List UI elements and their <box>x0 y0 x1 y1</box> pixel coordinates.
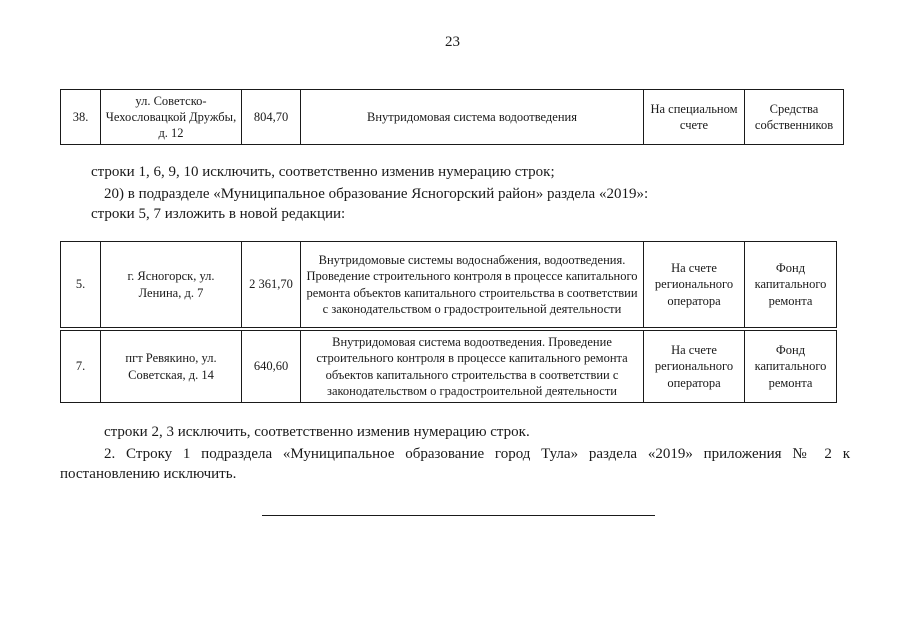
row-work-description: Внутридомовая система водоотведения <box>301 90 644 145</box>
row-number: 5. <box>61 242 101 328</box>
row-funding-source: Фонд капитального ремонта <box>745 331 837 403</box>
row-work-description: Внутридомовые системы водоснабжения, водоотведения. Проведение строительного контроля в процессе капитального ремонта объектов капитального строительства в соответствии с законодательством о градостроительной деятельности <box>301 242 644 328</box>
row-address: г. Ясногорск, ул. Ленина, д. 7 <box>101 242 242 328</box>
row-account: На счете регионального оператора <box>644 242 745 328</box>
table-row-38 <box>60 89 844 145</box>
row-work-description: Внутридомовая система водоотведения. Проведение строительного контроля в процессе капитального ремонта объектов капитального строительства в соответствии с законодательством о градостроительной деятельности <box>301 331 644 403</box>
page-number: 23 <box>445 34 460 50</box>
row-amount: 640,60 <box>242 331 301 403</box>
row-account: На счете регионального оператора <box>644 331 745 403</box>
row-number: 7. <box>61 331 101 403</box>
row-amount: 804,70 <box>242 90 301 145</box>
paragraph-exclude-tula-row: 2. Строку 1 подраздела «Муниципальное образование город Тула» раздела «2019» приложения № 2 к постановлению исключить. <box>60 446 850 482</box>
paragraph-subsection-20: 20) в подразделе «Муниципальное образование Ясногорский район» раздела «2019»: <box>104 186 649 202</box>
paragraph-new-edition: строки 5, 7 изложить в новой редакции: <box>91 206 346 222</box>
paragraph-exclude-rows-2-3: строки 2, 3 исключить, соответственно изменив нумерацию строк. <box>104 424 530 440</box>
paragraph-exclude-rows: строки 1, 6, 9, 10 исключить, соответственно изменив нумерацию строк; <box>91 164 555 180</box>
row-amount: 2 361,70 <box>242 242 301 328</box>
row-account: На специальном счете <box>644 90 745 145</box>
row-funding-source: Фонд капитального ремонта <box>745 242 837 328</box>
table-row-7 <box>60 330 837 403</box>
table-row-5 <box>60 241 837 328</box>
row-address: пгт Ревякино, ул. Советская, д. 14 <box>101 331 242 403</box>
row-address: ул. Советско-Чехословацкой Дружбы, д. 12 <box>101 90 242 145</box>
closing-line <box>262 515 655 516</box>
row-funding-source: Средства собственников <box>745 90 844 145</box>
row-number: 38. <box>61 90 101 145</box>
